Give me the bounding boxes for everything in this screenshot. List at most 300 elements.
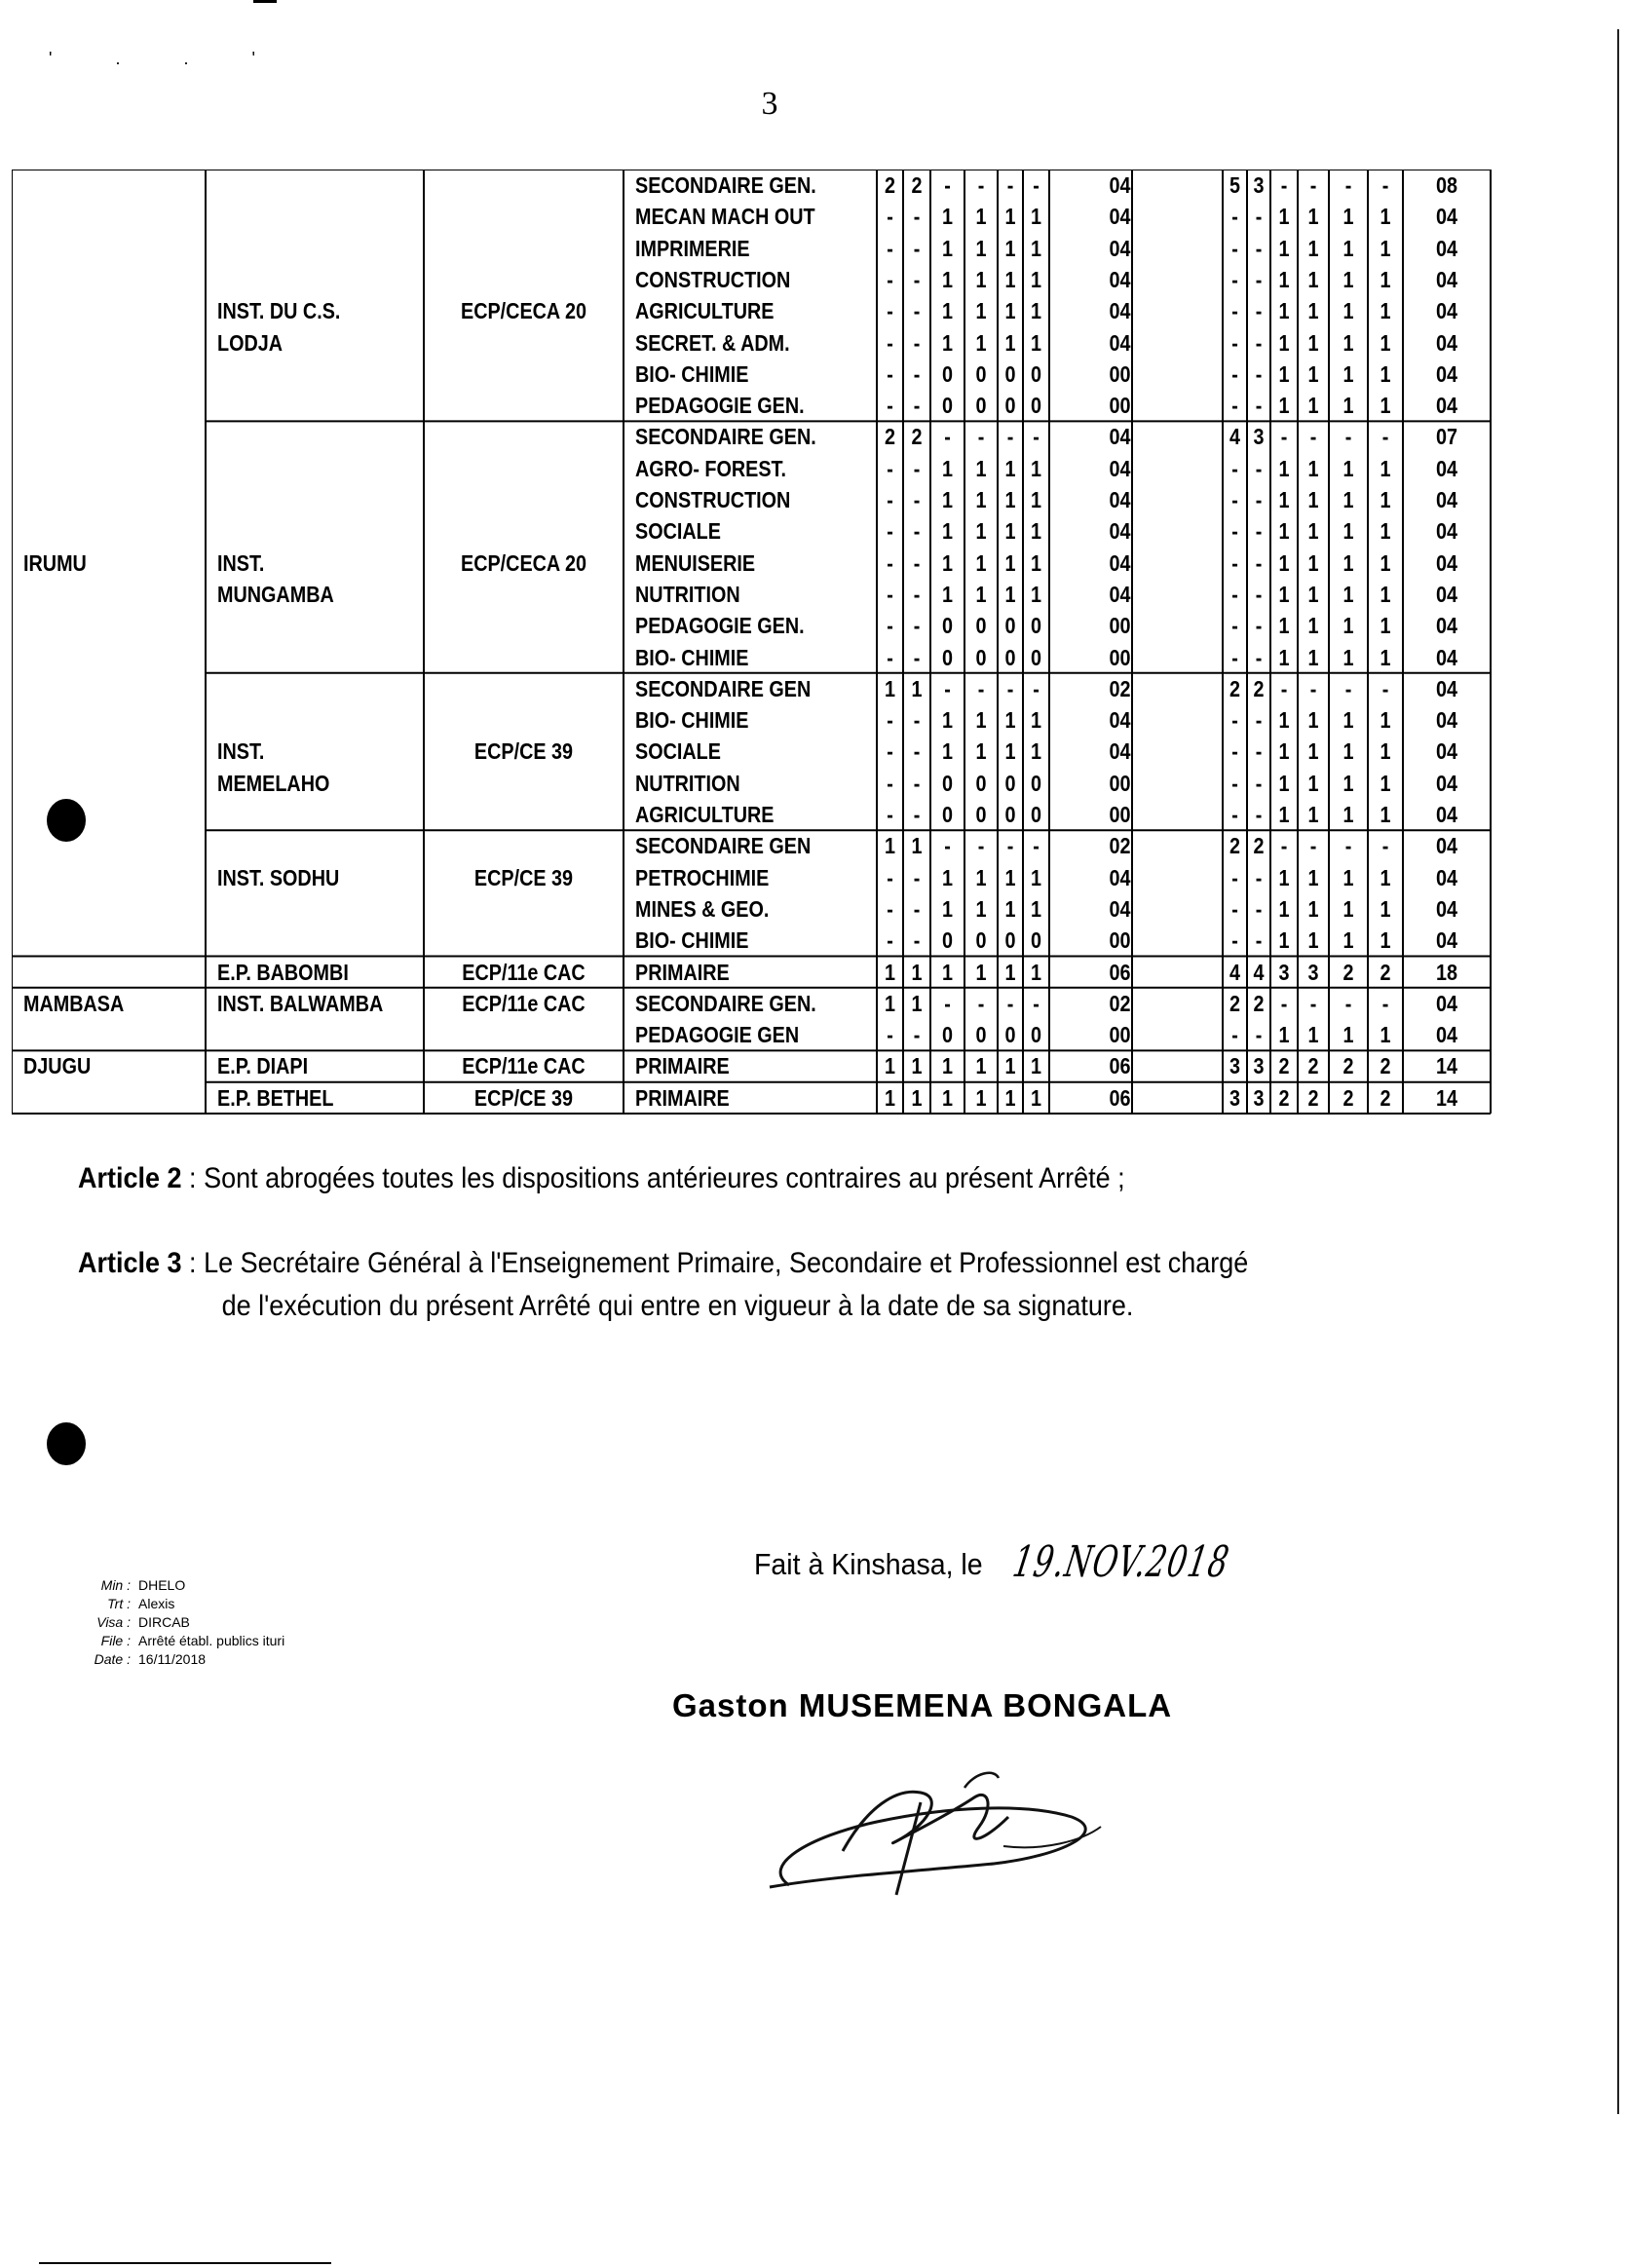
table-cell-subject: PRIMAIRE — [635, 959, 730, 985]
meta-row: Min : DHELO — [100, 1577, 186, 1593]
table-cell-count: - — [1231, 1022, 1238, 1048]
table-cell-subtotal: 04 — [1109, 172, 1131, 198]
table-cell-subtotal: 02 — [1109, 675, 1131, 701]
table-cell-count: 1 — [975, 298, 987, 324]
table-cell-count: 1 — [1004, 1053, 1016, 1079]
table-cell-count: 1 — [975, 266, 987, 292]
table-cell-total: 04 — [1435, 266, 1458, 292]
table-cell-count: 1 — [941, 895, 953, 922]
table-cell-count: - — [1309, 172, 1317, 198]
table-cell-count: - — [1231, 549, 1238, 576]
table-cell-subject: BIO- CHIMIE — [635, 927, 749, 954]
table-cell-count: 1 — [1342, 298, 1354, 324]
table-cell-count: - — [913, 1022, 921, 1048]
table-cell-total: 04 — [1435, 675, 1458, 701]
table-cell-count: 1 — [1342, 707, 1354, 734]
table-cell-count: 1 — [911, 675, 923, 701]
table-cell-count: - — [1255, 455, 1263, 481]
top-dash-mark — [253, 0, 277, 3]
table-cell-count: - — [1344, 990, 1352, 1016]
table-cell-count: 1 — [1278, 360, 1290, 387]
table-cell-subtotal: 04 — [1109, 549, 1131, 576]
table-cell-count: - — [1344, 833, 1352, 859]
table-cell-count: 1 — [1278, 455, 1290, 481]
table-cell-count: - — [977, 424, 985, 450]
table-cell-subtotal: 04 — [1109, 329, 1131, 356]
table-cell-subtotal: 00 — [1109, 802, 1131, 827]
table-cell-count: 0 — [941, 393, 953, 419]
table-cell-count: - — [887, 360, 893, 387]
table-cell-count: - — [887, 518, 893, 545]
table-cell-count: 1 — [1030, 581, 1041, 607]
table-cell-count: 1 — [1380, 549, 1391, 576]
file-metadata — [78, 1576, 284, 1669]
table-cell-count: - — [913, 298, 921, 324]
table-cell-count: - — [1231, 802, 1238, 827]
table-cell-subject: PEDAGOGIE GEN. — [635, 613, 805, 639]
table-cell-count: - — [913, 455, 921, 481]
table-cell-count: 1 — [1030, 235, 1041, 261]
table-cell-count: 1 — [1278, 1022, 1290, 1048]
table-cell-subject: NUTRITION — [635, 581, 740, 607]
table-cell-count: - — [1231, 738, 1238, 765]
table-cell-school: INST. — [217, 549, 265, 576]
table-cell-count: 0 — [941, 802, 953, 827]
table-cell-count: 0 — [941, 613, 953, 639]
table-cell-subject: SOCIALE — [635, 518, 721, 545]
table-cell-count: - — [1006, 172, 1014, 198]
table-cell-count: - — [1255, 298, 1263, 324]
table-cell-subtotal: 04 — [1109, 455, 1131, 481]
table-cell-count: 1 — [975, 235, 987, 261]
table-cell-count: - — [913, 518, 921, 545]
table-cell-count: 1 — [1278, 864, 1290, 890]
table-cell-count: - — [887, 644, 893, 670]
table-cell-count: 1 — [1342, 644, 1354, 670]
table-cell-count: - — [1255, 235, 1263, 261]
table-cell-count: - — [887, 266, 893, 292]
table-cell-count: 0 — [1030, 1022, 1041, 1048]
table-cell-count: - — [944, 675, 951, 701]
article-label: Article 2 — [78, 1162, 182, 1194]
table-cell-count: 3 — [1307, 959, 1319, 985]
table-cell-count: - — [1255, 204, 1263, 230]
table-cell-count: 1 — [1004, 204, 1016, 230]
table-cell-count: 1 — [1278, 487, 1290, 512]
table-cell-count: 2 — [1342, 1053, 1354, 1079]
table-cell-count: 1 — [1278, 802, 1290, 827]
table-cell-count: 1 — [1030, 455, 1041, 481]
table-cell-count: 1 — [941, 581, 953, 607]
table-cell-count: 0 — [975, 802, 987, 827]
table-cell-count: 3 — [1253, 1053, 1265, 1079]
table-cell-count: - — [1231, 613, 1238, 639]
table-cell-count: 1 — [1342, 802, 1354, 827]
table-cell-total: 04 — [1435, 833, 1458, 859]
table-cell-count: 1 — [975, 581, 987, 607]
table-cell-count: - — [1006, 675, 1014, 701]
table-cell-subject: PRIMAIRE — [635, 1053, 730, 1079]
table-cell-count: 1 — [975, 455, 987, 481]
table-cell-count: 0 — [941, 360, 953, 387]
table-cell-count: 1 — [1380, 895, 1391, 922]
table-cell-count: 0 — [975, 927, 987, 954]
table-cell-count: - — [1255, 864, 1263, 890]
table-cell-count: - — [887, 895, 893, 922]
hole-punch-mark — [47, 799, 86, 842]
table-cell-total: 04 — [1435, 802, 1458, 827]
table-cell-total: 04 — [1435, 864, 1458, 890]
table-cell-count: - — [913, 927, 921, 954]
table-cell-count: 1 — [1307, 927, 1319, 954]
table-cell-count: 2 — [1380, 1084, 1391, 1111]
table-cell-count: 1 — [1278, 329, 1290, 356]
table-cell-count: 2 — [1278, 1053, 1290, 1079]
top-marks: ' . . ' — [49, 49, 284, 68]
table-cell-count: 1 — [1307, 487, 1319, 512]
table-cell-count: - — [913, 895, 921, 922]
table-cell-total: 04 — [1435, 644, 1458, 670]
table-cell-total: 04 — [1435, 707, 1458, 734]
table-cell-count: - — [1344, 675, 1352, 701]
table-cell-count: 1 — [1307, 549, 1319, 576]
table-cell-count: 1 — [1342, 518, 1354, 545]
article-sep: : — [181, 1247, 205, 1279]
table-cell-count: 3 — [1229, 1084, 1240, 1111]
table-cell-school: E.P. BETHEL — [217, 1084, 334, 1111]
table-cell-school: INST. DU C.S. — [217, 298, 341, 324]
table-cell-count: 1 — [1030, 487, 1041, 512]
table-cell-count: 1 — [1380, 864, 1391, 890]
table-cell-count: - — [887, 738, 893, 765]
table-cell-count: - — [887, 927, 893, 954]
table-cell-count: 1 — [941, 487, 953, 512]
table-cell-school: LODJA — [217, 329, 284, 356]
table-cell-count: - — [944, 833, 951, 859]
table-cell-count: 3 — [1253, 424, 1265, 450]
table-cell-subtotal: 00 — [1109, 770, 1131, 796]
table-cell-subject: BIO- CHIMIE — [635, 360, 749, 387]
table-cell-count: - — [1006, 833, 1014, 859]
table-cell-count: 0 — [941, 927, 953, 954]
table-cell-count: 1 — [1380, 455, 1391, 481]
table-cell-count: 1 — [1278, 613, 1290, 639]
table-cell-count: - — [1280, 990, 1288, 1016]
table-cell-count: 1 — [975, 959, 987, 985]
table-cell-count: - — [1255, 518, 1263, 545]
table-cell-subject: NUTRITION — [635, 770, 740, 796]
table-cell-count: 1 — [884, 675, 895, 701]
table-cell-count: - — [913, 549, 921, 576]
table-cell-count: 0 — [1030, 360, 1041, 387]
table-cell-count: 3 — [1229, 1053, 1240, 1079]
table-cell-subject: MECAN MACH OUT — [635, 204, 815, 230]
page-number: 3 — [761, 86, 778, 122]
table-cell-total: 04 — [1435, 235, 1458, 261]
table-cell-count: 1 — [1278, 298, 1290, 324]
table-cell-count: - — [887, 235, 893, 261]
table-cell-count: 0 — [975, 613, 987, 639]
table-cell-subject: SOCIALE — [635, 738, 721, 765]
table-cell-count: - — [1255, 393, 1263, 419]
table-cell-subtotal: 06 — [1109, 959, 1131, 985]
table-cell-count: 1 — [941, 329, 953, 356]
table-cell-subject: SECONDAIRE GEN. — [635, 424, 816, 450]
table-cell-subject: PETROCHIMIE — [635, 864, 770, 890]
table-cell-count: 2 — [1342, 1084, 1354, 1111]
table-cell-total: 04 — [1435, 770, 1458, 796]
table-cell-count: - — [1309, 675, 1317, 701]
table-cell-count: 1 — [911, 959, 923, 985]
table-cell-count: 0 — [1004, 770, 1016, 796]
table-cell-count: - — [913, 613, 921, 639]
table-cell-count: 1 — [1030, 864, 1041, 890]
table-cell-count: - — [1309, 424, 1317, 450]
table-cell-count: 1 — [1278, 518, 1290, 545]
table-cell-subtotal: 04 — [1109, 895, 1131, 922]
meta-row: Visa : DIRCAB — [96, 1614, 190, 1630]
table-cell-count: 1 — [941, 455, 953, 481]
table-cell-count: 2 — [1278, 1084, 1290, 1111]
meta-row: Trt : Alexis — [107, 1596, 175, 1611]
table-cell-count: - — [1033, 990, 1040, 1016]
table-cell-count: - — [977, 833, 985, 859]
table-cell-count: 2 — [1307, 1053, 1319, 1079]
table-cell-count: 1 — [1342, 895, 1354, 922]
table-cell-total: 04 — [1435, 1022, 1458, 1048]
table-cell-count: 2 — [1342, 959, 1354, 985]
table-cell-total: 04 — [1435, 990, 1458, 1016]
table-cell-count: 4 — [1229, 959, 1240, 985]
table-cell-count: 1 — [1342, 581, 1354, 607]
table-cell-count: 0 — [941, 1022, 953, 1048]
table-cell-count: 1 — [1342, 204, 1354, 230]
table-cell-count: - — [1255, 360, 1263, 387]
table-cell-count: - — [887, 1022, 893, 1048]
table-cell-count: 3 — [1278, 959, 1290, 985]
table-cell-count: 1 — [1307, 298, 1319, 324]
table-cell-count: - — [1231, 393, 1238, 419]
table-cell-count: 1 — [1030, 1084, 1041, 1111]
table-cell-count: 1 — [941, 235, 953, 261]
table-cell-count: 1 — [975, 1053, 987, 1079]
table-cell-count: 1 — [975, 738, 987, 765]
table-cell-count: 1 — [1342, 613, 1354, 639]
table-cell-count: - — [1231, 298, 1238, 324]
table-cell-count: 1 — [1004, 895, 1016, 922]
table-cell-count: 0 — [1030, 802, 1041, 827]
table-cell-subtotal: 00 — [1109, 927, 1131, 954]
article-text: Sont abrogées toutes les dispositions antérieures contraires au présent Arrêté ; — [204, 1162, 1125, 1194]
table-cell-school: INST. BALWAMBA — [217, 990, 384, 1016]
table-grid — [12, 170, 1493, 1115]
table-cell-count: 1 — [941, 549, 953, 576]
table-cell-count: 1 — [911, 833, 923, 859]
table-cell-count: 1 — [975, 864, 987, 890]
table-cell-subtotal: 04 — [1109, 266, 1131, 292]
table-cell-count: - — [1231, 455, 1238, 481]
table-cell-total: 04 — [1435, 455, 1458, 481]
table-cell-count: 1 — [1030, 549, 1041, 576]
table-cell-count: - — [887, 864, 893, 890]
table-cell-count: 0 — [1004, 360, 1016, 387]
table-cell-registration: ECP/CECA 20 — [461, 549, 586, 576]
meta-row: Date : 16/11/2018 — [94, 1651, 207, 1667]
table-cell-count: 1 — [1278, 927, 1290, 954]
table-cell-count: 1 — [1030, 707, 1041, 734]
table-cell-count: - — [1255, 802, 1263, 827]
table-cell-count: - — [1255, 581, 1263, 607]
table-cell-registration: ECP/CECA 20 — [461, 298, 586, 324]
table-cell-count: 1 — [1380, 204, 1391, 230]
table-cell-count: - — [887, 581, 893, 607]
table-cell-subject: MINES & GEO. — [635, 895, 770, 922]
table-cell-count: 1 — [1380, 1022, 1391, 1048]
table-cell-count: - — [1006, 424, 1014, 450]
table-cell-count: - — [1309, 990, 1317, 1016]
hole-punch-mark — [47, 1422, 86, 1465]
table-cell-count: 1 — [1307, 393, 1319, 419]
table-cell-count: 1 — [1342, 266, 1354, 292]
table-cell-count: 0 — [1004, 393, 1016, 419]
table-cell-total: 04 — [1435, 895, 1458, 922]
table-cell-count: 1 — [884, 1053, 895, 1079]
table-cell-count: 1 — [1380, 518, 1391, 545]
table-cell-count: - — [1280, 833, 1288, 859]
table-cell-count: 1 — [1030, 518, 1041, 545]
table-cell-count: - — [887, 770, 893, 796]
table-cell-count: 3 — [1253, 1084, 1265, 1111]
table-cell-count: 1 — [1278, 895, 1290, 922]
table-cell-subtotal: 04 — [1109, 424, 1131, 450]
table-cell-count: - — [1231, 235, 1238, 261]
table-cell-territory: IRUMU — [23, 549, 87, 576]
table-cell-count: - — [1231, 266, 1238, 292]
table-cell-school: E.P. DIAPI — [217, 1053, 309, 1079]
place-date: Fait à Kinshasa, le — [754, 1547, 983, 1581]
table-cell-subject: AGRICULTURE — [635, 298, 775, 324]
bottom-rule — [39, 2262, 331, 2264]
handwritten-signature — [750, 1749, 1120, 1934]
table-cell-count: 0 — [1004, 613, 1016, 639]
table-cell-count: - — [1231, 864, 1238, 890]
table-cell-count: 1 — [1342, 487, 1354, 512]
table-cell-count: 1 — [1030, 1053, 1041, 1079]
table-cell-count: 2 — [884, 424, 895, 450]
table-cell-count: 1 — [1380, 613, 1391, 639]
table-cell-count: - — [1231, 204, 1238, 230]
table-cell-count: 2 — [911, 172, 923, 198]
table-cell-subject: PEDAGOGIE GEN — [635, 1022, 800, 1048]
table-cell-count: - — [913, 204, 921, 230]
table-cell-count: - — [887, 613, 893, 639]
table-cell-count: 2 — [1380, 959, 1391, 985]
article-text: Le Secrétaire Général à l'Enseignement Primaire, Secondaire et Professionnel est chargé — [204, 1247, 1249, 1279]
table-cell-territory: MAMBASA — [23, 990, 125, 1016]
table-cell-count: - — [944, 424, 951, 450]
table-cell-count: 1 — [1278, 204, 1290, 230]
table-cell-count: 2 — [1253, 990, 1265, 1016]
table-cell-count: 0 — [975, 644, 987, 670]
table-cell-count: 1 — [941, 1084, 953, 1111]
table-cell-count: 1 — [975, 204, 987, 230]
table-cell-count: 2 — [1307, 1084, 1319, 1111]
table-cell-count: - — [1255, 487, 1263, 512]
table-cell-count: 1 — [1278, 235, 1290, 261]
table-cell-count: 1 — [975, 487, 987, 512]
table-cell-count: 1 — [1278, 644, 1290, 670]
table-cell-count: 1 — [941, 959, 953, 985]
table-cell-count: 1 — [1380, 927, 1391, 954]
table-cell-count: 2 — [1229, 833, 1240, 859]
table-cell-count: - — [1006, 990, 1014, 1016]
table-cell-subject: SECONDAIRE GEN. — [635, 172, 816, 198]
table-cell-count: - — [913, 360, 921, 387]
table-cell-count: - — [1381, 833, 1389, 859]
table-cell-count: 1 — [1342, 235, 1354, 261]
table-cell-count: 1 — [1004, 235, 1016, 261]
table-cell-total: 14 — [1435, 1084, 1458, 1111]
table-cell-count: - — [913, 644, 921, 670]
table-cell-total: 14 — [1435, 1053, 1458, 1079]
table-cell-count: 2 — [884, 172, 895, 198]
table-cell-count: 1 — [1307, 204, 1319, 230]
table-cell-subtotal: 00 — [1109, 613, 1131, 639]
table-cell-territory: DJUGU — [23, 1053, 92, 1079]
table-cell-count: - — [887, 549, 893, 576]
table-cell-total: 04 — [1435, 487, 1458, 512]
table-cell-registration: ECP/CE 39 — [473, 1084, 574, 1111]
table-cell-count: - — [913, 581, 921, 607]
table-cell-count: 1 — [1030, 895, 1041, 922]
table-cell-count: - — [1381, 172, 1389, 198]
table-cell-count: 1 — [975, 895, 987, 922]
table-cell-count: 0 — [1030, 770, 1041, 796]
table-cell-count: 1 — [1278, 393, 1290, 419]
table-cell-subtotal: 00 — [1109, 360, 1131, 387]
table-cell-count: 1 — [1278, 707, 1290, 734]
table-cell-count: 1 — [1342, 1022, 1354, 1048]
table-cell-count: 1 — [1307, 770, 1319, 796]
table-cell-count: 4 — [1253, 959, 1265, 985]
table-cell-subject: CONSTRUCTION — [635, 487, 791, 512]
table-cell-count: - — [1033, 833, 1040, 859]
table-cell-count: 1 — [1307, 738, 1319, 765]
table-cell-subject: SECONDAIRE GEN — [635, 675, 812, 701]
table-cell-count: 1 — [1342, 360, 1354, 387]
table-cell-count: 1 — [911, 1053, 923, 1079]
table-cell-total: 04 — [1435, 549, 1458, 576]
table-cell-count: 1 — [1380, 266, 1391, 292]
table-cell-count: 0 — [941, 770, 953, 796]
table-cell-count: 0 — [975, 393, 987, 419]
table-cell-total: 04 — [1435, 393, 1458, 419]
table-cell-count: - — [1033, 424, 1040, 450]
table-cell-count: - — [1231, 581, 1238, 607]
table-cell-count: 1 — [1307, 613, 1319, 639]
table-cell-count: 0 — [1004, 802, 1016, 827]
table-cell-count: - — [913, 487, 921, 512]
table-cell-count: - — [887, 329, 893, 356]
table-cell-subtotal: 06 — [1109, 1084, 1131, 1111]
table-cell-subject: MENUISERIE — [635, 549, 756, 576]
table-cell-count: - — [887, 455, 893, 481]
table-cell-count: 5 — [1229, 172, 1240, 198]
table-cell-total: 04 — [1435, 204, 1458, 230]
table-cell-count: 1 — [1342, 770, 1354, 796]
table-cell-registration: ECP/11e CAC — [462, 990, 586, 1016]
table-cell-count: 1 — [1307, 581, 1319, 607]
